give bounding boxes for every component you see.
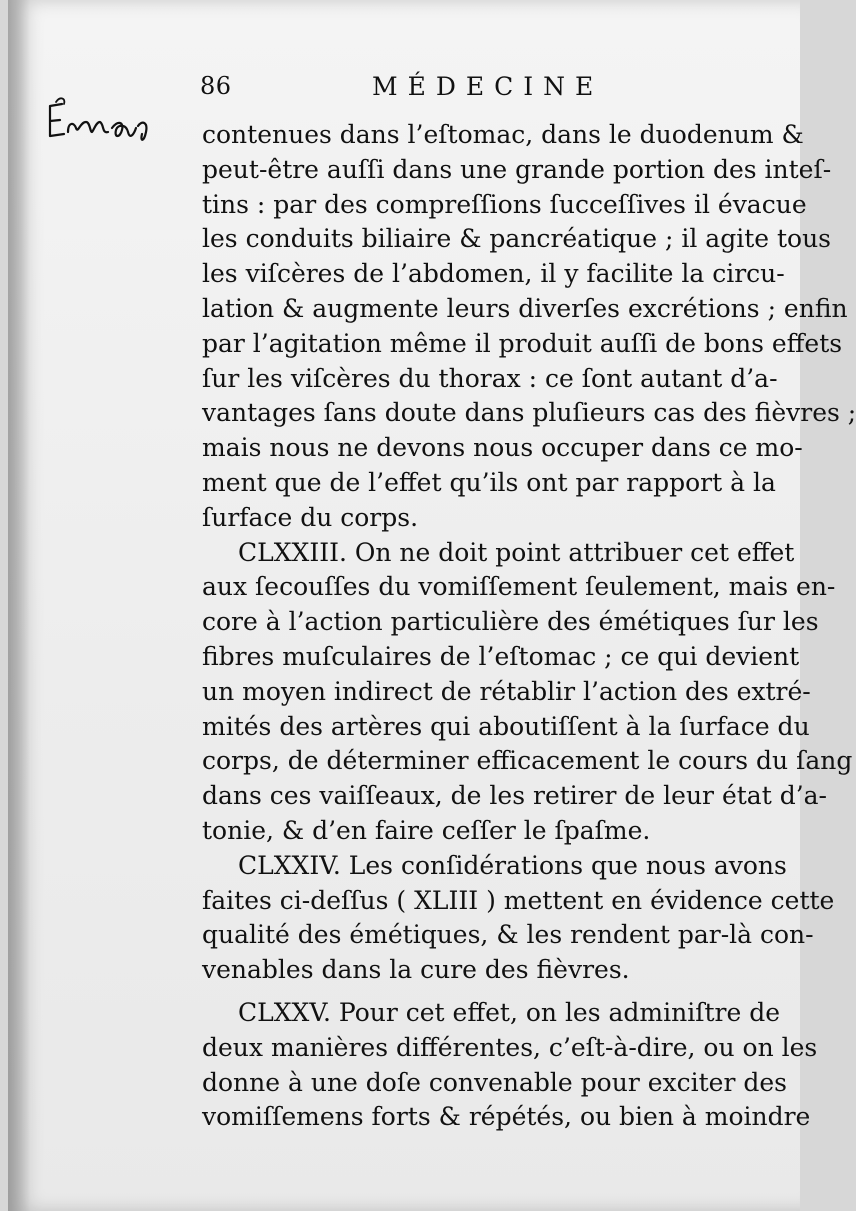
text-line: tins : par des compreſſions ſucceſſives il évacue [202, 189, 807, 219]
text-line: ment que de l’effet qu’ils ont par rapport à la [202, 467, 776, 497]
text-line: deux manières différentes, c’eſt-à-dire, ou on les [202, 1032, 818, 1062]
text-line: CLXXIII. On ne doit point attribuer cet effet [238, 537, 795, 567]
paragraph-clxxiv [202, 849, 835, 988]
paragraph-clxxv [202, 996, 818, 1135]
body-text [202, 118, 856, 1135]
text-line: ſurface du corps. [202, 502, 419, 532]
text-line: aux ſecouſſes du vomiſſement ſeulement, mais en- [202, 572, 836, 602]
page-gutter-shadow [8, 0, 30, 1211]
text-line: CLXXIV. Les conſidérations que nous avons [238, 850, 787, 880]
text-line: lation & augmente leurs diverſes excrétions ; enfin [202, 293, 848, 323]
book-page [8, 0, 856, 1211]
text-line: les viſcères de l’abdomen, il y facilite la circu- [202, 259, 785, 289]
text-line: peut-être auſſi dans une grande portion des inteſ- [202, 154, 832, 184]
text-line: un moyen indirect de rétablir l’action des extré- [202, 676, 811, 706]
paragraph-continuation [202, 118, 856, 536]
text-line: corps, de déterminer efficacement le cours du ſang [202, 746, 853, 776]
handwritten-margin-note [38, 92, 158, 162]
text-line: venables dans la cure des fièvres. [202, 955, 630, 985]
text-line: les conduits biliaire & pancréatique ; il agite tous [202, 224, 832, 254]
paragraph-gap [202, 988, 768, 996]
text-line: core à l’action particulière des émétiques ſur les [202, 607, 819, 637]
text-line: vantages ſans doute dans pluſieurs cas des fièvres ; [202, 398, 856, 428]
text-line: mités des artères qui aboutiſſent à la ſurface du [202, 711, 810, 741]
running-head: MÉDECINE [372, 72, 604, 101]
text-line: donne à une doſe convenable pour exciter des [202, 1067, 787, 1097]
paragraph-clxxiii [202, 536, 853, 849]
text-line: CLXXV. Pour cet effet, on les adminiſtre de [238, 997, 781, 1027]
text-line: mais nous ne devons nous occuper dans ce mo- [202, 433, 803, 463]
page-header [196, 72, 776, 112]
text-line: contenues dans l’eſtomac, dans le duodenum & [202, 120, 804, 149]
page-number: 86 [200, 72, 232, 100]
text-line: fibres muſculaires de l’eſtomac ; ce qui devient [202, 641, 800, 671]
text-line: faites ci-deſſus ( XLIII ) mettent en évidence cette [202, 885, 835, 915]
handwritten-signature-icon [38, 92, 158, 162]
text-line: qualité des émétiques, & les rendent par-là con- [202, 920, 814, 950]
text-line: tonie, & d’en faire ceſſer le ſpaſme. [202, 815, 651, 845]
text-line: ſur les viſcères du thorax : ce ſont autant d’a- [202, 363, 778, 393]
text-line: par l’agitation même il produit auſſi de bons effets [202, 328, 843, 358]
text-line: vomiſſemens forts & répétés, ou bien à moindre [202, 1102, 811, 1132]
text-line: dans ces vaiſſeaux, de les retirer de leur état d’a- [202, 781, 827, 811]
